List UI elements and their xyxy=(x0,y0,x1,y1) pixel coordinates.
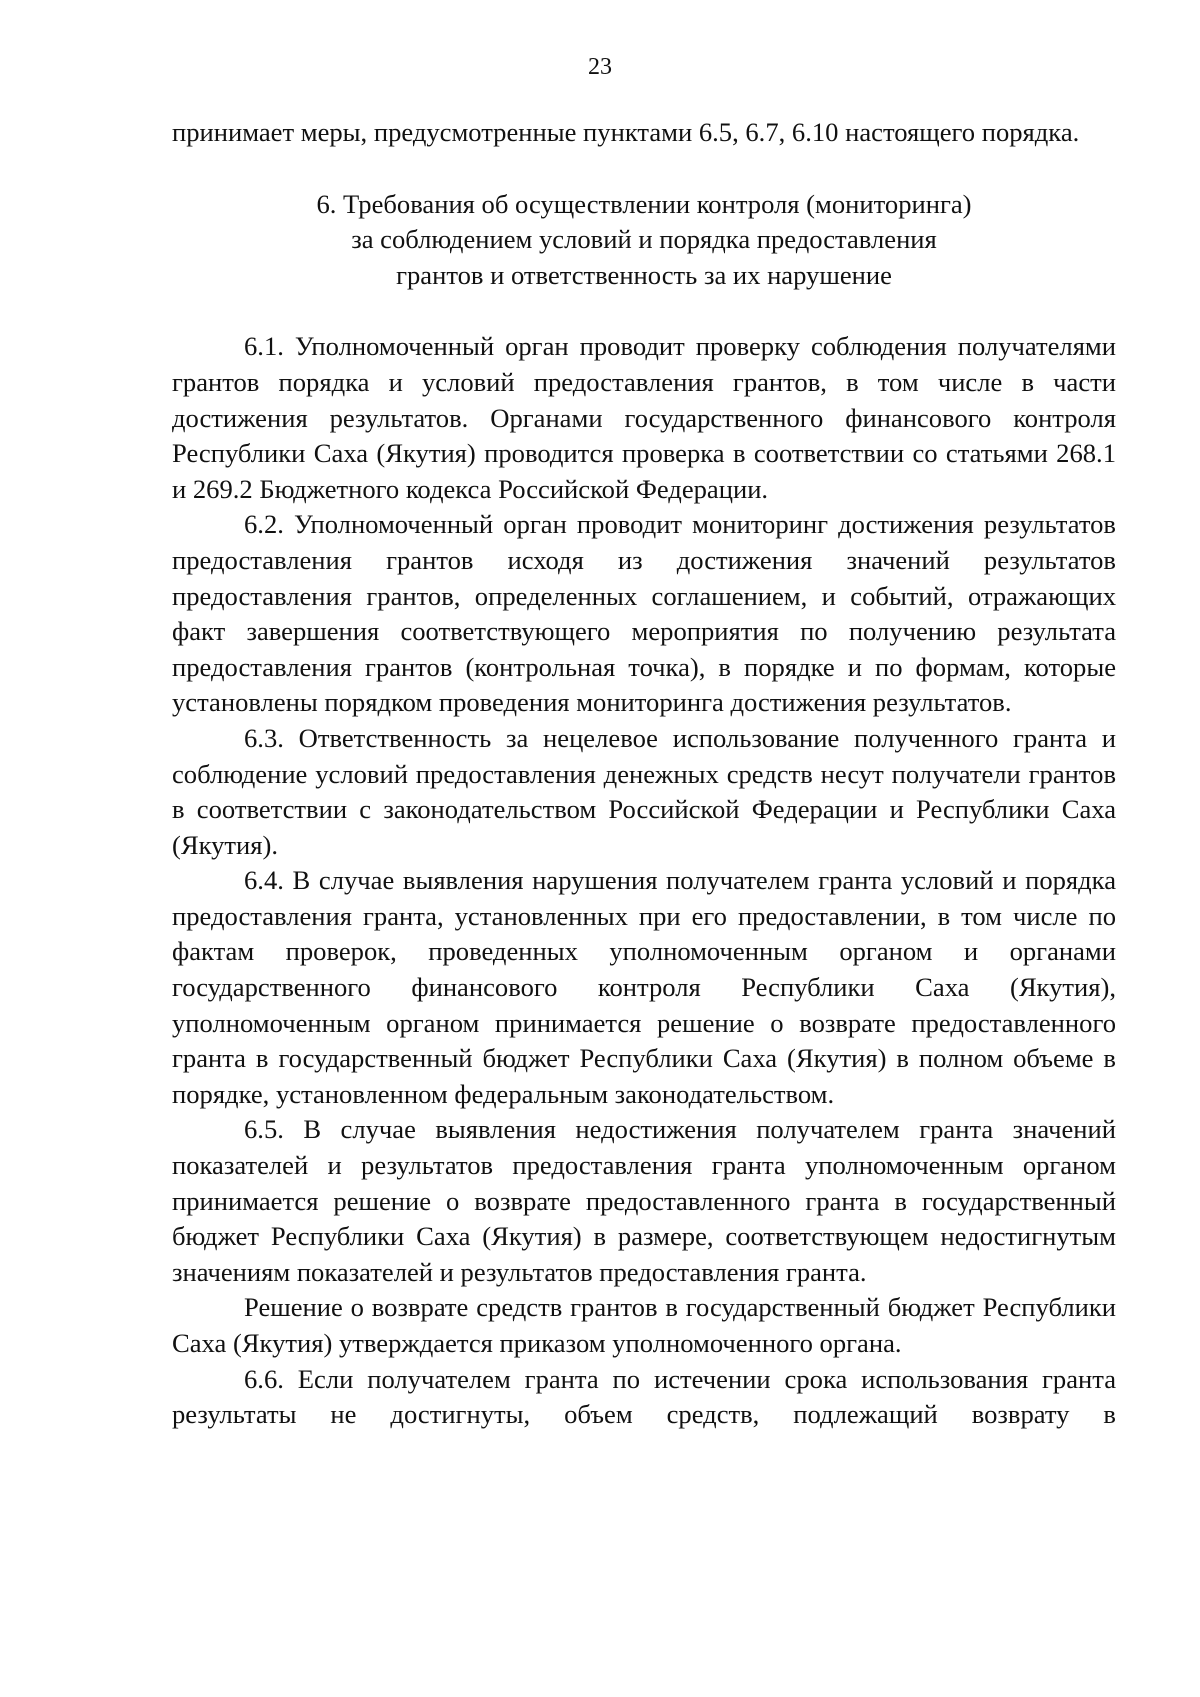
paragraph-6-3: 6.3. Ответственность за нецелевое использование полученного гранта и соблюдение условий предоставления денежных средств несут получатели грантов в соответствии с законодательством Российской Федерации и Республики Саха (Якутия). xyxy=(172,722,1116,860)
paragraph-6-5-decision: Решение о возврате средств грантов в государственный бюджет Республики Саха (Якутия) утверждается приказом уполномоченного органа. xyxy=(172,1292,1116,1358)
section-heading-line-1: 6. Требования об осуществлении контроля (мониторинга) xyxy=(316,188,972,219)
intro-paragraph: принимает меры, предусмотренные пунктами 6.5, 6.7, 6.10 настоящего порядка. xyxy=(172,117,1080,147)
paragraph-6-6: 6.6. Если получателем гранта по истечении срока использования гранта результаты не достигнуты, объем средств, подлежащий возврату в xyxy=(172,1363,1116,1430)
paragraph-6-5: 6.5. В случае выявления недостижения получателем гранта значений показателей и результатов предоставления гранта уполномоченным органом принимается решение о возврате предоставленного гранта в государственный бюджет Республики Саха (Якутия) в размере, соответствующем недостигнутым значениям показателей и результатов предоставления гранта. xyxy=(172,1114,1116,1287)
paragraph-6-2: 6.2. Уполномоченный орган проводит мониторинг достижения результатов предоставления грантов исходя из достижения значений результатов предоставления грантов, определенных соглашением, и событий, отражающих факт завершения соответствующего мероприятия по получению результата предоставления грантов (контрольная точка), в порядке и по формам, которые установлены порядком проведения мониторинга достижения результатов. xyxy=(172,509,1116,718)
document-body xyxy=(172,115,1116,1433)
section-heading-line-3: грантов и ответственность за их нарушение xyxy=(396,259,892,290)
paragraph-6-4: 6.4. В случае выявления нарушения получателем гранта условий и порядка предоставления гранта, установленных при его предоставлении, в том числе по фактам проверок, проведенных уполномоченным органом и органами государственного финансового контроля Республики Саха (Якутия), уполномоченным органом принимается решение о возврате предоставленного гранта в государственный бюджет Республики Саха (Якутия) в полном объеме в порядке, установленном федеральным законодательством. xyxy=(172,865,1116,1109)
section-heading-line-2: за соблюдением условий и порядка предоставления xyxy=(351,224,937,255)
paragraph-6-1: 6.1. Уполномоченный орган проводит проверку соблюдения получателями грантов порядка и условий предоставления грантов, в том числе в части достижения результатов. Органами государственного финансового контроля Республики Саха (Якутия) проводится проверка в соответствии со статьями 268.1 и 269.2 Бюджетного кодекса Российской Федерации. xyxy=(172,331,1116,504)
page-number: 23 xyxy=(588,54,612,80)
section-heading xyxy=(172,187,1116,294)
